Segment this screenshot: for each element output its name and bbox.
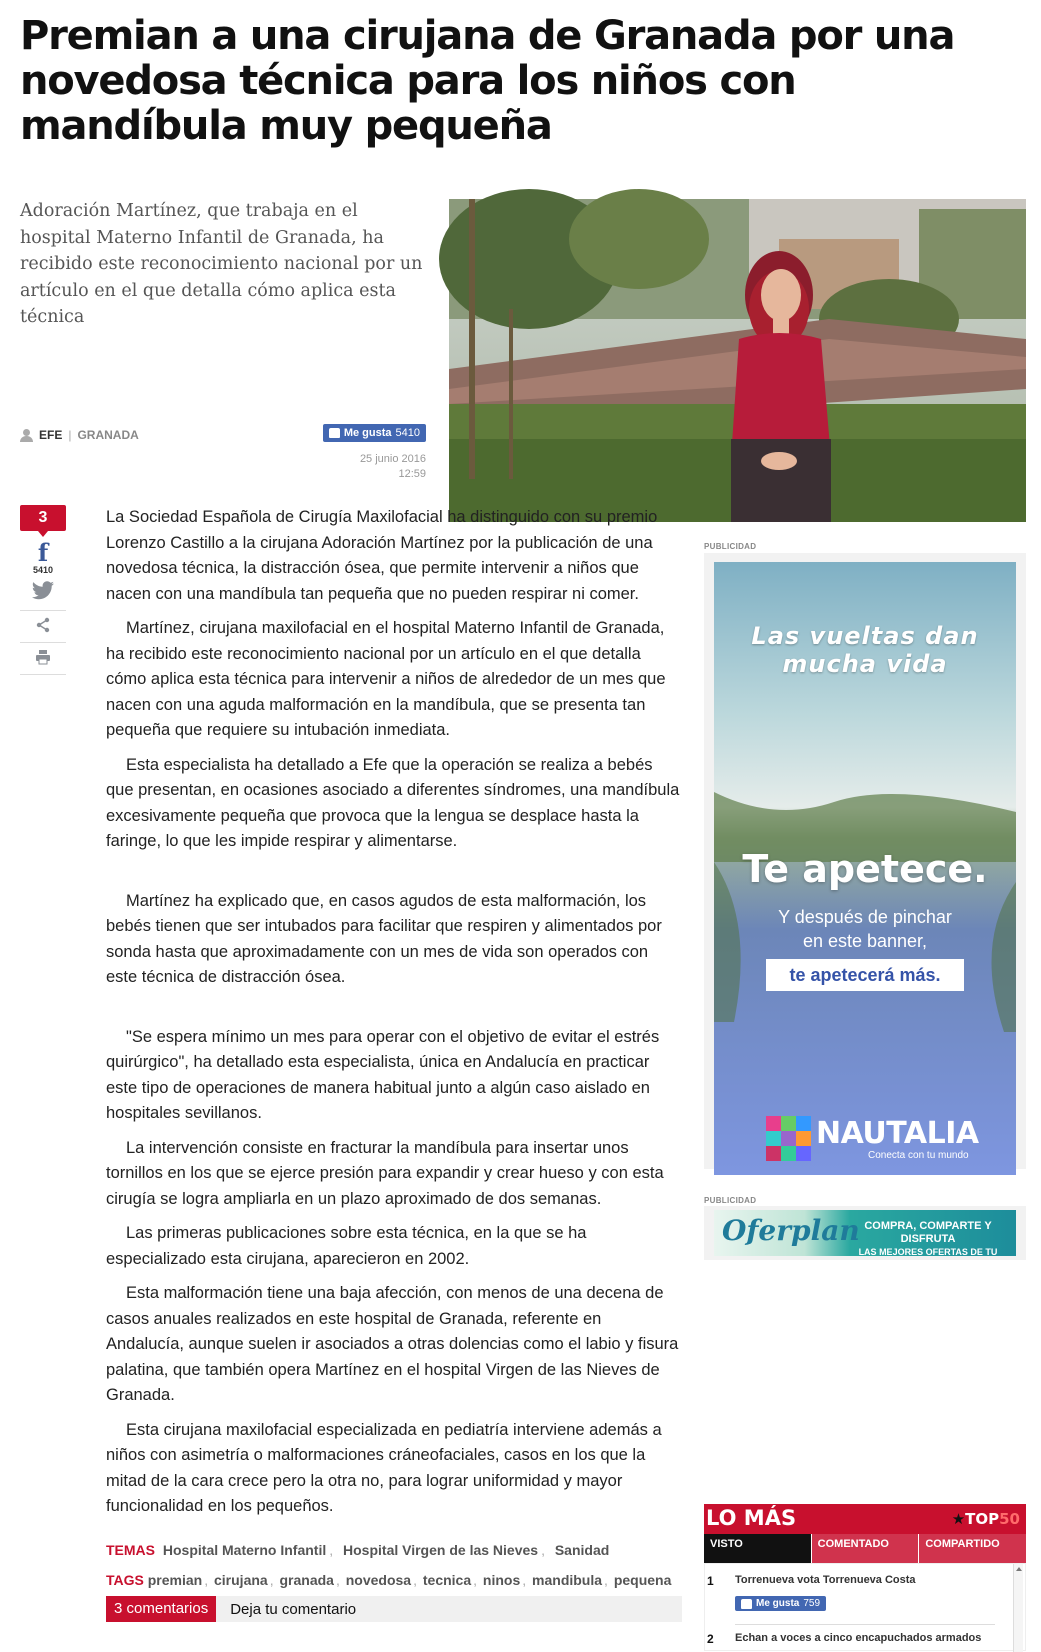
print-article[interactable] (20, 643, 66, 675)
ad-body: Y después de pinchar en este banner, (778, 907, 952, 951)
article-paragraph: Las primeras publicaciones sobre esta técnica, en la que se ha especializado esta cirujana, aparecieron en 2002. (106, 1224, 587, 1268)
oferplan-brand: Oferplan (722, 1214, 860, 1247)
top50-badge[interactable]: ★TOP50 (951, 1510, 1020, 1528)
user-icon (20, 429, 33, 442)
oferplan-text (842, 1220, 1014, 1272)
item-rank: 1 (707, 1574, 714, 1588)
share-bar (20, 505, 66, 675)
tag-link[interactable]: cirujana (214, 1572, 268, 1588)
like-label: Me gusta (756, 1598, 800, 1609)
item-title[interactable]: Torrenueva vota Torrenueva Costa (735, 1574, 916, 1586)
facebook-share[interactable] (20, 531, 66, 575)
tags-label: TAGS (106, 1572, 144, 1588)
twitter-icon (31, 581, 55, 601)
tag-link[interactable]: premian (147, 1572, 203, 1588)
ad-label: PUBLICIDAD (704, 1196, 757, 1205)
separator: , (604, 1572, 608, 1588)
facebook-icon: f (37, 538, 49, 567)
nautalia-brand: NAUTALIA (816, 1116, 979, 1151)
hero-image (449, 199, 1026, 522)
article-paragraph: Esta malformación tiene una baja afección, con menos de una decena de casos anuales realizados en este hospital de Granada, referente en Andalucía, aunque suelen ir asociados a otras dolencias como el labio y fisura palatina, que también opera Martínez en el hospital Virgen de las Nieves de Granada. (106, 1284, 679, 1404)
separator: , (204, 1572, 209, 1588)
tag-link[interactable]: mandibula (532, 1572, 603, 1588)
ad-cta-button[interactable]: te apetecerá más. (766, 959, 964, 991)
twitter-share[interactable] (20, 575, 66, 611)
lo-mas-list (704, 1563, 1026, 1651)
facebook-share-count: 5410 (32, 565, 54, 575)
tag-link[interactable]: novedosa (345, 1572, 412, 1588)
tags-section (106, 1535, 682, 1595)
ad-headline: Te apetece. (742, 847, 988, 891)
oferplan-line-1: COMPRA, COMPARTE Y DISFRUTA (864, 1220, 992, 1245)
tag-link[interactable]: tecnica (422, 1572, 472, 1588)
top50-number: 50 (999, 1510, 1020, 1528)
article-paragraph: "Se espera mínimo un mes para operar con el objetivo de evitar el estrés quirúrgico", ha detallado esta especialista, única en Andalucía en practicar este tipo de operaciones de manera habitual junto a algún caso aislado en hospitales sevillanos. (106, 1027, 660, 1122)
generic-share[interactable] (20, 611, 66, 643)
comments-count-button[interactable]: 3 comentarios (106, 1596, 216, 1622)
facebook-like-button[interactable] (735, 1596, 826, 1611)
article-subtitle: Adoración Martínez, que trabaja en el hospital Materno Infantil de Granada, ha recibido este reconocimiento nacional por un artículo en el que detalla cómo aplica esta técnica (20, 201, 423, 327)
scrollbar[interactable] (1013, 1564, 1023, 1652)
separator: , (473, 1572, 478, 1588)
publish-date (360, 452, 426, 482)
nautalia-logo-icon (766, 1116, 812, 1162)
author-name[interactable]: EFE (39, 428, 63, 442)
tag-link[interactable]: granada (279, 1572, 334, 1588)
author-info (20, 428, 139, 442)
item-rank: 2 (707, 1632, 714, 1646)
oferplan-ad[interactable] (704, 1206, 1026, 1270)
item-title[interactable]: Echan a voces a cinco encapuchados armados (735, 1632, 982, 1644)
article-body (106, 505, 682, 1529)
write-comment-button[interactable]: Deja tu comentario (230, 1600, 357, 1618)
comments-bar (106, 1596, 682, 1622)
print-icon (35, 649, 51, 665)
oferplan-line-2: LAS MEJORES OFERTAS DE TU CIUDAD (858, 1247, 998, 1270)
tag-link[interactable]: pequena (613, 1572, 672, 1588)
divider (735, 1624, 995, 1625)
article-paragraph: La Sociedad Española de Cirugía Maxilofacial ha distinguido con su premio Lorenzo Castillo a la cirujana Adoración Martínez por la publicación de una novedosa técnica, la distracción ósea, que permite intervenir a niños que nacen con una mandíbula tan pequeña que no pueden respirar ni comer. (106, 508, 658, 603)
tema-link[interactable]: Hospital Virgen de las Nieves (343, 1542, 539, 1558)
tag-link[interactable]: ninos (482, 1572, 521, 1588)
nautalia-logo (766, 1112, 1006, 1162)
separator: , (522, 1572, 527, 1588)
temas-label: TEMAS (106, 1542, 155, 1558)
like-count: 5410 (395, 427, 420, 439)
article-paragraph: La intervención consiste en fracturar la mandíbula para insertar unos tornillos en los que se ejerce presión para expandir y crear hueso y con esta cirugía se logra ampliarla en un plazo aproximado de dos semanas. (106, 1138, 664, 1208)
photo-surgeon-garden-icon (449, 199, 1026, 522)
tab-comentado[interactable]: COMENTADO (811, 1534, 919, 1563)
tema-link[interactable]: Hospital Materno Infantil (162, 1542, 327, 1558)
tema-link[interactable]: Sanidad (554, 1542, 610, 1558)
ad-label: PUBLICIDAD (704, 542, 757, 551)
lo-mas-widget (704, 1504, 1026, 1651)
lo-mas-tabs (704, 1534, 1026, 1563)
byline-separator: | (68, 428, 72, 442)
facebook-like-button[interactable] (323, 424, 426, 442)
top50-prefix: TOP (965, 1510, 1000, 1528)
byline (20, 424, 426, 484)
separator: , (413, 1572, 417, 1588)
article-paragraph: Martínez ha explicado que, en casos agudos de esta malformación, los bebés tienen que ser intubados para facilitar que respiren y alimentados por sonda hasta que aproximadamente con un mes de vida son operados con este técnica de distracción ósea. (106, 891, 662, 986)
like-label: Me gusta (343, 427, 392, 439)
thumbs-up-icon (741, 1599, 752, 1609)
article-headline: Premian a una cirujana de Granada por una novedosa técnica para los niños con mandíbula muy pequeña (20, 13, 955, 149)
comment-count-badge[interactable]: 3 (20, 505, 66, 531)
tab-visto[interactable]: VISTO (704, 1534, 811, 1563)
thumbs-up-icon (329, 428, 340, 438)
article-paragraph: Martínez, cirujana maxilofacial en el hospital Materno Infantil de Granada, ha recibido este reconocimiento nacional por un artículo en el que detalla cómo aplica esta técnica para intervenir a niños de alrededor de un mes que nacen con una aguda malformación en la mandíbula, que se presenta tan pequeña que requiere su intubación inmediata. (106, 619, 666, 739)
like-count: 759 (803, 1598, 821, 1609)
article-paragraph: Esta especialista ha detallado a Efe que la operación se realiza a bebés que presentan, en ocasiones asociado a diferentes síndromes, una mandíbula excesivamente pequeña que provoca que la lengua se desplace hasta la faringe, lo que les impide respirar y alimentarse. (106, 755, 680, 850)
separator: , (335, 1572, 340, 1588)
nautalia-ad-creative[interactable] (714, 562, 1016, 1175)
lo-mas-header (704, 1504, 1026, 1534)
share-icon (35, 617, 51, 633)
slogan-logo: Las vueltas dan mucha vida (751, 622, 979, 678)
author-location: GRANADA (77, 428, 139, 442)
temas-row (106, 1535, 682, 1565)
publish-time: 12:59 (398, 468, 426, 480)
nautalia-ad[interactable] (704, 553, 1026, 1169)
separator: , (269, 1572, 274, 1588)
separator: , (541, 1542, 545, 1558)
oferplan-ad-creative[interactable] (714, 1210, 1016, 1270)
publish-day: 25 junio 2016 (359, 453, 426, 465)
nautalia-tagline: Conecta con tu mundo (868, 1150, 969, 1161)
article-paragraph: Esta cirujana maxilofacial especializada en pediatría interviene además a niños con asimetría o malformaciones cráneofaciales, casos en los que la mitad de la cara crece pero la otra no, para lograr uniformidad y mayor funcionalidad en los pequeños. (106, 1420, 662, 1515)
tab-compartido[interactable]: COMPARTIDO (918, 1534, 1026, 1563)
separator: , (329, 1542, 334, 1558)
lo-mas-title: LO MÁS (706, 1506, 797, 1530)
tags-row (106, 1565, 682, 1595)
